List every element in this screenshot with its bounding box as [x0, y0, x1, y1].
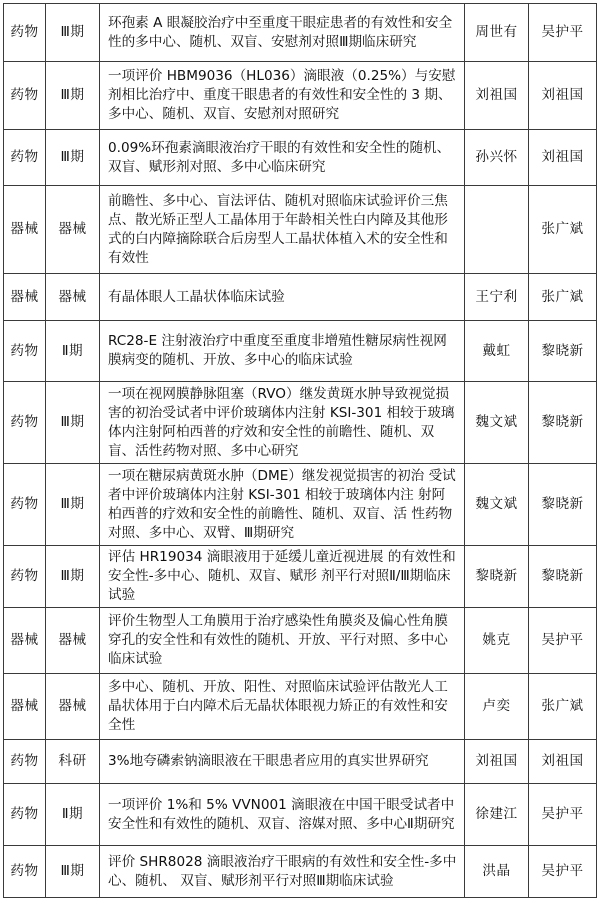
table-row	[4, 546, 597, 608]
investigator-cell: 刘祖国	[465, 740, 529, 784]
type-cell: 药物	[4, 382, 46, 464]
lead-unit-cell: 张广斌	[529, 186, 597, 274]
investigator-cell: 王宁利	[465, 274, 529, 321]
title-cell: 评价 SHR8028 滴眼液治疗干眼病的有效性和安全性-多中心、随机、 双盲、赋形剂平行对照Ⅲ期临床试验	[100, 846, 465, 898]
investigator-cell: 孙兴怀	[465, 130, 529, 186]
lead-unit-cell: 吴护平	[529, 784, 597, 846]
table-row	[4, 382, 597, 464]
investigator-cell: 姚克	[465, 608, 529, 674]
table-row	[4, 784, 597, 846]
phase-cell: 科研	[46, 740, 100, 784]
type-cell: 药物	[4, 740, 46, 784]
title-cell: 评价生物型人工角膜用于治疗感染性角膜炎及偏心性角膜穿孔的安全性和有效性的随机、开放、平行对照、多中心临床试验	[100, 608, 465, 674]
lead-unit-cell: 张广斌	[529, 274, 597, 321]
phase-cell: Ⅲ期	[46, 130, 100, 186]
title-cell: 0.09%环孢素滴眼液治疗干眼的有效性和安全性的随机、双盲、赋形剂对照、多中心临床研究	[100, 130, 465, 186]
title-cell: 前瞻性、多中心、盲法评估、随机对照临床试验评价三焦点、散光矫正型人工晶体用于年龄相关性白内障及其他形式的白内障摘除联合后房型人工晶状体植入术的安全性和有效性	[100, 186, 465, 274]
investigator-cell	[465, 186, 529, 274]
type-cell: 药物	[4, 784, 46, 846]
type-cell: 器械	[4, 674, 46, 740]
lead-unit-cell: 黎晓新	[529, 382, 597, 464]
phase-cell: 器械	[46, 608, 100, 674]
table-row	[4, 608, 597, 674]
table-row	[4, 846, 597, 898]
investigator-cell: 洪晶	[465, 846, 529, 898]
title-cell: 有晶体眼人工晶状体临床试验	[100, 274, 465, 321]
investigator-cell: 黎晓新	[465, 546, 529, 608]
title-cell: 3%地夸磷索钠滴眼液在干眼患者应用的真实世界研究	[100, 740, 465, 784]
type-cell: 药物	[4, 546, 46, 608]
table-row	[4, 130, 597, 186]
lead-unit-cell: 黎晓新	[529, 321, 597, 382]
title-cell: 一项在视网膜静脉阻塞（RVO）继发黄斑水肿导致视觉损害的初治受试者中评价玻璃体内注射 KSI-301 相较于玻璃体内注射阿柏西普的疗效和安全性的前瞻性、随机、双盲、活性药物对照、多中心研究	[100, 382, 465, 464]
title-cell: 一项评价 1%和 5% VVN001 滴眼液在中国干眼受试者中安全性和有效性的随机、双盲、溶媒对照、多中心Ⅱ期研究	[100, 784, 465, 846]
lead-unit-cell: 吴护平	[529, 608, 597, 674]
type-cell: 器械	[4, 186, 46, 274]
investigator-cell: 魏文斌	[465, 382, 529, 464]
phase-cell: Ⅲ期	[46, 382, 100, 464]
type-cell: 药物	[4, 846, 46, 898]
title-cell: RC28-E 注射液治疗中重度至重度非增殖性糖尿病性视网膜病变的随机、开放、多中心的临床试验	[100, 321, 465, 382]
investigator-cell: 戴虹	[465, 321, 529, 382]
phase-cell: Ⅲ期	[46, 464, 100, 546]
table-row	[4, 674, 597, 740]
lead-unit-cell: 刘祖国	[529, 62, 597, 130]
type-cell: 药物	[4, 4, 46, 62]
phase-cell: 器械	[46, 674, 100, 740]
phase-cell: Ⅲ期	[46, 4, 100, 62]
title-cell: 评估 HR19034 滴眼液用于延缓儿童近视进展 的有效性和安全性-多中心、随机、双盲、赋形 剂平行对照Ⅱ/Ⅲ期临床试验	[100, 546, 465, 608]
table-body	[4, 4, 597, 898]
type-cell: 药物	[4, 130, 46, 186]
lead-unit-cell: 黎晓新	[529, 546, 597, 608]
lead-unit-cell: 黎晓新	[529, 464, 597, 546]
phase-cell: Ⅱ期	[46, 321, 100, 382]
investigator-cell: 卢奕	[465, 674, 529, 740]
table-row	[4, 4, 597, 62]
lead-unit-cell: 刘祖国	[529, 740, 597, 784]
investigator-cell: 刘祖国	[465, 62, 529, 130]
phase-cell: Ⅲ期	[46, 546, 100, 608]
lead-unit-cell: 张广斌	[529, 674, 597, 740]
lead-unit-cell: 吴护平	[529, 846, 597, 898]
title-cell: 环孢素 A 眼凝胶治疗中至重度干眼症患者的有效性和安全性的多中心、随机、双盲、安慰剂对照Ⅲ期临床研究	[100, 4, 465, 62]
type-cell: 药物	[4, 464, 46, 546]
type-cell: 器械	[4, 274, 46, 321]
type-cell: 药物	[4, 62, 46, 130]
table-row	[4, 62, 597, 130]
investigator-cell: 徐建江	[465, 784, 529, 846]
lead-unit-cell: 刘祖国	[529, 130, 597, 186]
table-row	[4, 464, 597, 546]
table-row	[4, 274, 597, 321]
phase-cell: 器械	[46, 274, 100, 321]
table-row	[4, 321, 597, 382]
phase-cell: Ⅲ期	[46, 846, 100, 898]
phase-cell: Ⅲ期	[46, 62, 100, 130]
clinical-trials-table	[3, 3, 597, 898]
title-cell: 一项在糖尿病黄斑水肿（DME）继发视觉损害的初治 受试者中评价玻璃体内注射 KSI-301 相较于玻璃体内注 射阿柏西普的疗效和安全性的前瞻性、随机、双盲、活 性药物对照、多中心、双臂、Ⅲ期研究	[100, 464, 465, 546]
title-cell: 一项评价 HBM9036（HL036）滴眼液（0.25%）与安慰剂相比治疗中、重度干眼患者的有效性和安全性的 3 期、多中心、随机、双盲、安慰剂对照研究	[100, 62, 465, 130]
table-row	[4, 740, 597, 784]
table-row	[4, 186, 597, 274]
investigator-cell: 魏文斌	[465, 464, 529, 546]
title-cell: 多中心、随机、开放、阳性、对照临床试验评估散光人工晶状体用于白内障术后无晶状体眼视力矫正的有效性和安全性	[100, 674, 465, 740]
lead-unit-cell: 吴护平	[529, 4, 597, 62]
phase-cell: Ⅱ期	[46, 784, 100, 846]
type-cell: 器械	[4, 608, 46, 674]
investigator-cell: 周世有	[465, 4, 529, 62]
phase-cell: 器械	[46, 186, 100, 274]
type-cell: 药物	[4, 321, 46, 382]
